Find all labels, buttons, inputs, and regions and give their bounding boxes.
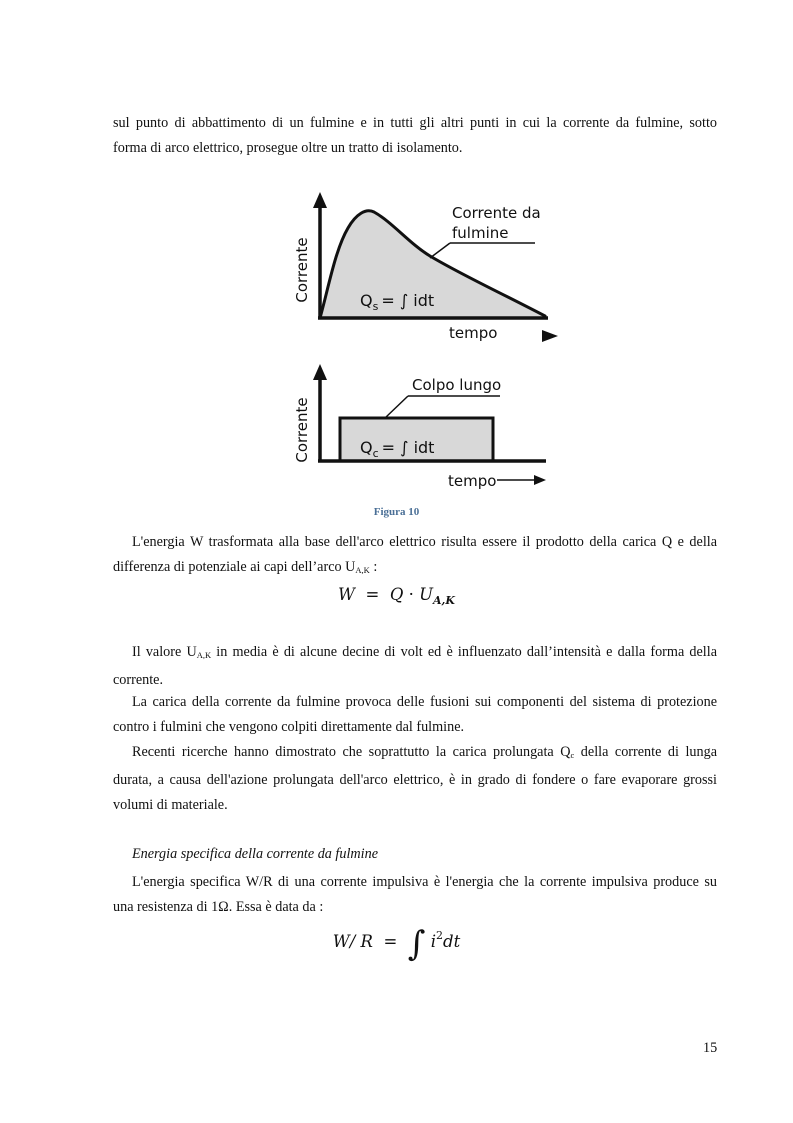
text-line: contro i fulmini che vengono colpiti direttamente dal fulmine. (113, 719, 465, 735)
chart-top (293, 192, 558, 342)
formula-qc: $Q_c$ = ∫ idt (360, 438, 435, 460)
y-axis-arrow (313, 364, 327, 380)
y-axis-arrow (313, 192, 327, 208)
text-line: corrente. (113, 672, 164, 688)
paragraph-voltage (113, 640, 717, 693)
label-leader (385, 396, 408, 418)
paragraph-charge (113, 690, 717, 740)
y-axis-label: Corrente (293, 237, 311, 303)
page-number: 15 (703, 1040, 718, 1056)
paragraph-intro (113, 111, 717, 161)
text-line: volumi di materiale. (113, 797, 228, 813)
paragraph-specific-energy (113, 870, 717, 920)
text-line: sul punto di abbattimento di un fulmine e in tutti gli altri punti in cui la corrente da fulmine, sotto (113, 115, 717, 131)
text-line: L'energia W trasformata alla base dell'arco elettrico risulta essere il prodotto della carica Q e della (132, 534, 717, 550)
x-axis-label: tempo (449, 324, 498, 342)
text-line: durata, a causa dell'azione prolungata dell'arco elettrico, è in grado di fondere o fare evaporare grossi (113, 772, 717, 788)
section-subheading: Energia specifica della corrente da fulmine (132, 846, 378, 862)
paragraph-research (113, 740, 717, 818)
stroke-label: Colpo lungo (412, 376, 502, 394)
chart-bottom (293, 364, 546, 490)
text-line: La carica della corrente da fulmine provoca delle fusioni sui componenti del sistema di protezione (132, 694, 717, 710)
curve-label-line2: fulmine (452, 224, 509, 242)
figure-lightning-current (290, 190, 560, 495)
formula-qs: $Q_s$ = ∫ idt (360, 291, 435, 313)
time-arrow-head (534, 475, 546, 485)
text-line: una resistenza di 1Ω. Essa è data da : (113, 899, 324, 915)
x-axis-arrow (542, 330, 558, 342)
paragraph-energy (113, 530, 717, 583)
equation-energy: $W = Q \cdot U_{A,K}$ (338, 585, 455, 607)
figure-caption: Figura 10 (373, 506, 420, 518)
y-axis-label: Corrente (293, 397, 311, 463)
curve-label-line1: Corrente da (452, 204, 541, 222)
text-line: Il valore $U_{A,K}$ in media è di alcune decine di volt ed è influenzato dall’intensità e dalla forma della (132, 644, 717, 660)
text-line: differenza di potenziale ai capi dell’arco $U_{A,K}$ : (113, 559, 378, 575)
x-axis-label: tempo (448, 472, 497, 490)
text-line: L'energia specifica W/R di una corrente impulsiva è l'energia che la corrente impulsiva produce su (132, 874, 717, 890)
label-leader (430, 243, 450, 258)
text-line: forma di arco elettrico, prosegue oltre un tratto di isolamento. (113, 140, 463, 156)
equation-specific-energy: W/ R = ∫ $i^2dt$ (332, 924, 461, 964)
text-line: Recenti ricerche hanno dimostrato che soprattutto la carica prolungata $Q_c$ della corrente di lunga (132, 744, 717, 760)
